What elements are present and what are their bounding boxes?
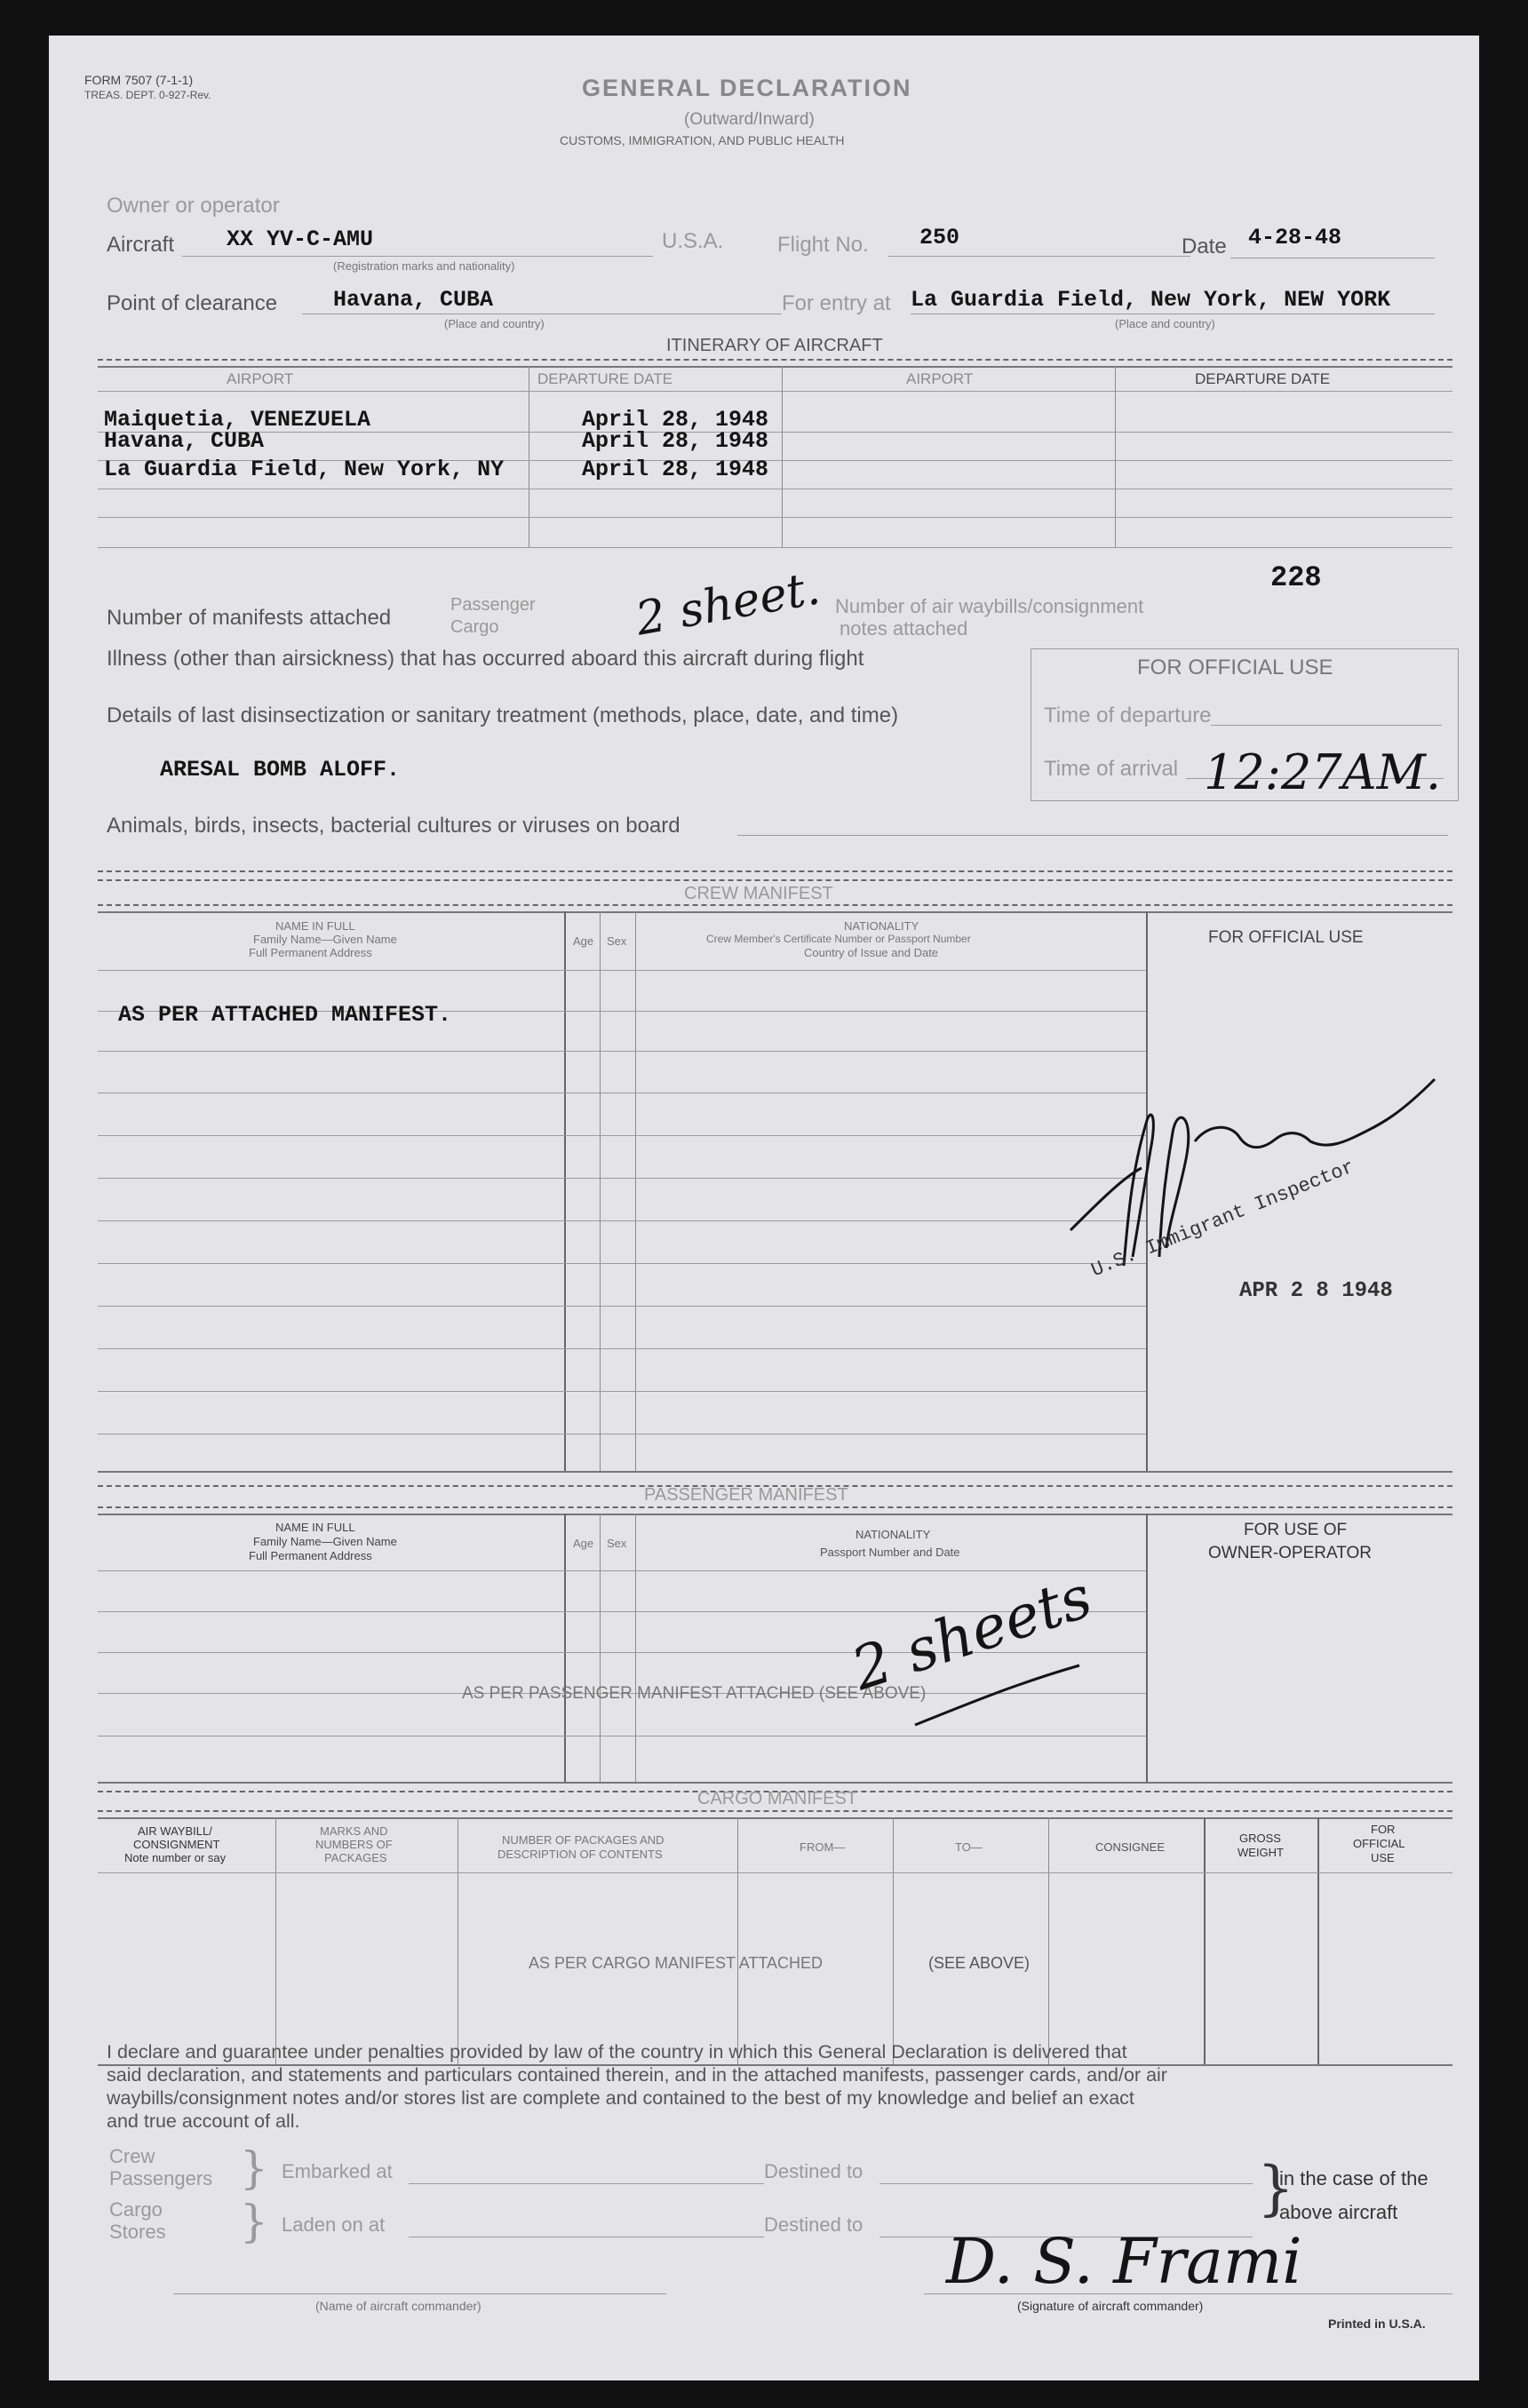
passenger-handwritten: 2 sheets bbox=[843, 1562, 1100, 1705]
itinerary-row-2-date: April 28, 1948 bbox=[582, 428, 769, 454]
declaration-line-1: I declare and guarantee under penalties provided by law of the country in which this General Declaration is delivered that bbox=[107, 2041, 1127, 2062]
itinerary-date-2: DEPARTURE DATE bbox=[1195, 370, 1331, 387]
waybills-label: Number of air waybills/consignment bbox=[835, 595, 1144, 617]
departure-label: Time of departure bbox=[1044, 703, 1212, 727]
form-subcode: TREAS. DEPT. 0-927-Rev. bbox=[84, 89, 211, 101]
brace-3: } bbox=[1257, 2154, 1294, 2222]
decl-passengers: Passengers bbox=[109, 2167, 213, 2189]
cargo-h7-2: WEIGHT bbox=[1238, 1846, 1284, 1859]
cargo-entry: AS PER CARGO MANIFEST ATTACHED bbox=[529, 1954, 824, 1972]
usa-label: U.S.A. bbox=[662, 229, 724, 253]
passenger-col-age: Age bbox=[573, 1537, 594, 1550]
form-code: FORM 7507 (7-1-1) bbox=[84, 73, 194, 87]
clearance-label: Point of clearance bbox=[107, 291, 278, 315]
cargo-h5: TO— bbox=[955, 1840, 983, 1854]
passenger-title: PASSENGER MANIFEST bbox=[644, 1485, 848, 1505]
decl-case-2: above aircraft bbox=[1279, 2201, 1398, 2223]
arrival-label: Time of arrival bbox=[1044, 757, 1179, 781]
passenger-col-name-3: Full Permanent Address bbox=[249, 1549, 372, 1562]
passenger-col-owner-2: OWNER-OPERATOR bbox=[1208, 1544, 1373, 1562]
cargo-h2-2: NUMBERS OF bbox=[315, 1838, 393, 1851]
itinerary-row-3-date: April 28, 1948 bbox=[582, 457, 769, 482]
inspector-stamp-title: U.S. Immigrant Inspector bbox=[1088, 1156, 1358, 1283]
crew-col-nat-3: Country of Issue and Date bbox=[804, 946, 939, 959]
official-use-title: FOR OFFICIAL USE bbox=[1137, 656, 1333, 679]
inspector-stamp-date: APR 2 8 1948 bbox=[1239, 1279, 1393, 1303]
cargo-h2-3: PACKAGES bbox=[324, 1851, 387, 1864]
date-value: 4-28-48 bbox=[1248, 225, 1342, 250]
entry-value: La Guardia Field, New York, NEW YORK bbox=[911, 287, 1391, 313]
declaration-line-4: and true account of all. bbox=[107, 2110, 300, 2132]
passenger-col-sex: Sex bbox=[607, 1537, 627, 1550]
manifest-cargo-label: Cargo bbox=[450, 617, 499, 637]
itinerary-date-1: DEPARTURE DATE bbox=[537, 370, 673, 387]
animals-label: Animals, birds, insects, bacterial cultures or viruses on board bbox=[107, 814, 680, 838]
cargo-title: CARGO MANIFEST bbox=[697, 1789, 858, 1808]
itinerary-title: ITINERARY OF AIRCRAFT bbox=[666, 336, 883, 355]
crew-col-nat-2: Crew Member's Certificate Number or Passport Number bbox=[706, 933, 971, 945]
passenger-entry: AS PER PASSENGER MANIFEST ATTACHED (SEE ABOVE) bbox=[462, 1684, 927, 1703]
itinerary-airport-1: AIRPORT bbox=[227, 370, 294, 387]
passenger-col-name-1: NAME IN FULL bbox=[275, 1521, 355, 1534]
cargo-h8-2: OFFICIAL bbox=[1353, 1837, 1405, 1850]
passenger-col-owner-1: FOR USE OF bbox=[1244, 1521, 1348, 1539]
flight-value: 250 bbox=[919, 225, 960, 250]
crew-col-sex: Sex bbox=[607, 934, 627, 948]
crew-col-official: FOR OFFICIAL USE bbox=[1208, 928, 1364, 947]
clearance-value: Havana, CUBA bbox=[333, 287, 494, 313]
illness-label: Illness (other than airsickness) that has occurred aboard this aircraft during flight bbox=[107, 647, 864, 671]
owner-label: Owner or operator bbox=[107, 194, 280, 218]
cargo-h4: FROM— bbox=[800, 1840, 846, 1854]
commander-signature: D. S. Frami bbox=[946, 2225, 1302, 2298]
waybills-value: 228 bbox=[1270, 561, 1322, 594]
brace-2: } bbox=[240, 2196, 268, 2247]
waybills-label-2: notes attached bbox=[840, 617, 968, 640]
itinerary-airport-2: AIRPORT bbox=[906, 370, 974, 387]
commander-name-note: (Name of aircraft commander) bbox=[315, 2299, 481, 2313]
passenger-col-name-2: Family Name—Given Name bbox=[253, 1535, 397, 1548]
disinsect-value: ARESAL BOMB ALOFF. bbox=[160, 757, 401, 783]
decl-destined-1: Destined to bbox=[764, 2160, 863, 2182]
itinerary-row-1-airport: Maiquetia, VENEZUELA bbox=[104, 407, 371, 433]
decl-case-1: in the case of the bbox=[1279, 2167, 1429, 2189]
cargo-h2-1: MARKS AND bbox=[320, 1824, 388, 1838]
cargo-h3-1: NUMBER OF PACKAGES AND bbox=[502, 1833, 665, 1847]
decl-laden: Laden on at bbox=[282, 2213, 386, 2236]
cargo-h1-2: CONSIGNMENT bbox=[133, 1838, 220, 1851]
cargo-h6: CONSIGNEE bbox=[1095, 1840, 1166, 1854]
form-subtitle: (Outward/Inward) bbox=[684, 110, 815, 129]
crew-title: CREW MANIFEST bbox=[684, 884, 833, 903]
decl-stores: Stores bbox=[109, 2221, 166, 2243]
cargo-h3-2: DESCRIPTION OF CONTENTS bbox=[497, 1848, 663, 1861]
manifests-handwritten: 2 sheet. bbox=[632, 561, 824, 647]
form-agencies: CUSTOMS, IMMIGRATION, AND PUBLIC HEALTH bbox=[560, 133, 845, 147]
form-title: GENERAL DECLARATION bbox=[582, 75, 912, 101]
cargo-h8-1: FOR bbox=[1371, 1823, 1396, 1836]
declaration-line-2: said declaration, and statements and particulars contained therein, and in the attached manifests, passenger cards, and/or air bbox=[107, 2064, 1167, 2086]
aircraft-label: Aircraft bbox=[107, 233, 175, 257]
itinerary-row-1-date: April 28, 1948 bbox=[582, 407, 769, 433]
arrival-value: 12:27AM. bbox=[1204, 744, 1442, 800]
entry-note: (Place and country) bbox=[1115, 317, 1215, 330]
disinsect-label: Details of last disinsectization or sanitary treatment (methods, place, date, and time) bbox=[107, 703, 899, 727]
itinerary-row-3-airport: La Guardia Field, New York, NY bbox=[104, 457, 505, 482]
decl-crew: Crew bbox=[109, 2145, 155, 2167]
registration-note: (Registration marks and nationality) bbox=[333, 259, 515, 273]
commander-signature-note: (Signature of aircraft commander) bbox=[1017, 2299, 1204, 2313]
flight-label: Flight No. bbox=[777, 233, 869, 257]
manifest-passenger-label: Passenger bbox=[450, 595, 536, 615]
decl-cargo: Cargo bbox=[109, 2198, 163, 2221]
cargo-h1-1: AIR WAYBILL/ bbox=[138, 1824, 212, 1838]
decl-destined-2: Destined to bbox=[764, 2213, 863, 2236]
manifests-label: Number of manifests attached bbox=[107, 606, 392, 630]
crew-col-name-1: NAME IN FULL bbox=[275, 919, 355, 933]
crew-col-name-3: Full Permanent Address bbox=[249, 946, 372, 959]
crew-col-age: Age bbox=[573, 934, 594, 948]
clearance-note: (Place and country) bbox=[444, 317, 545, 330]
passenger-col-nat-2: Passport Number and Date bbox=[820, 1546, 960, 1559]
date-label: Date bbox=[1182, 234, 1227, 258]
declaration-form bbox=[49, 36, 1479, 2380]
handwritten-underline bbox=[911, 1661, 1088, 1732]
decl-embarked: Embarked at bbox=[282, 2160, 393, 2182]
declaration-line-3: waybills/consignment notes and/or stores list are complete and contained to the best of my knowledge and belief an exact bbox=[107, 2087, 1134, 2109]
cargo-entry-note: (SEE ABOVE) bbox=[928, 1954, 1031, 1972]
printed-note: Printed in U.S.A. bbox=[1328, 2317, 1426, 2331]
crew-col-nat-1: NATIONALITY bbox=[844, 919, 919, 933]
entry-label: For entry at bbox=[782, 291, 891, 315]
aircraft-value: XX YV-C-AMU bbox=[227, 226, 374, 252]
cargo-h1-3: Note number or say bbox=[124, 1851, 227, 1864]
crew-entry: AS PER ATTACHED MANIFEST. bbox=[118, 1002, 452, 1028]
itinerary-row-2-airport: Havana, CUBA bbox=[104, 428, 265, 454]
cargo-h8-3: USE bbox=[1371, 1851, 1395, 1864]
cargo-h7-1: GROSS bbox=[1239, 1832, 1281, 1845]
brace-1: } bbox=[240, 2142, 268, 2194]
passenger-col-nat-1: NATIONALITY bbox=[856, 1528, 931, 1541]
crew-col-name-2: Family Name—Given Name bbox=[253, 933, 397, 946]
